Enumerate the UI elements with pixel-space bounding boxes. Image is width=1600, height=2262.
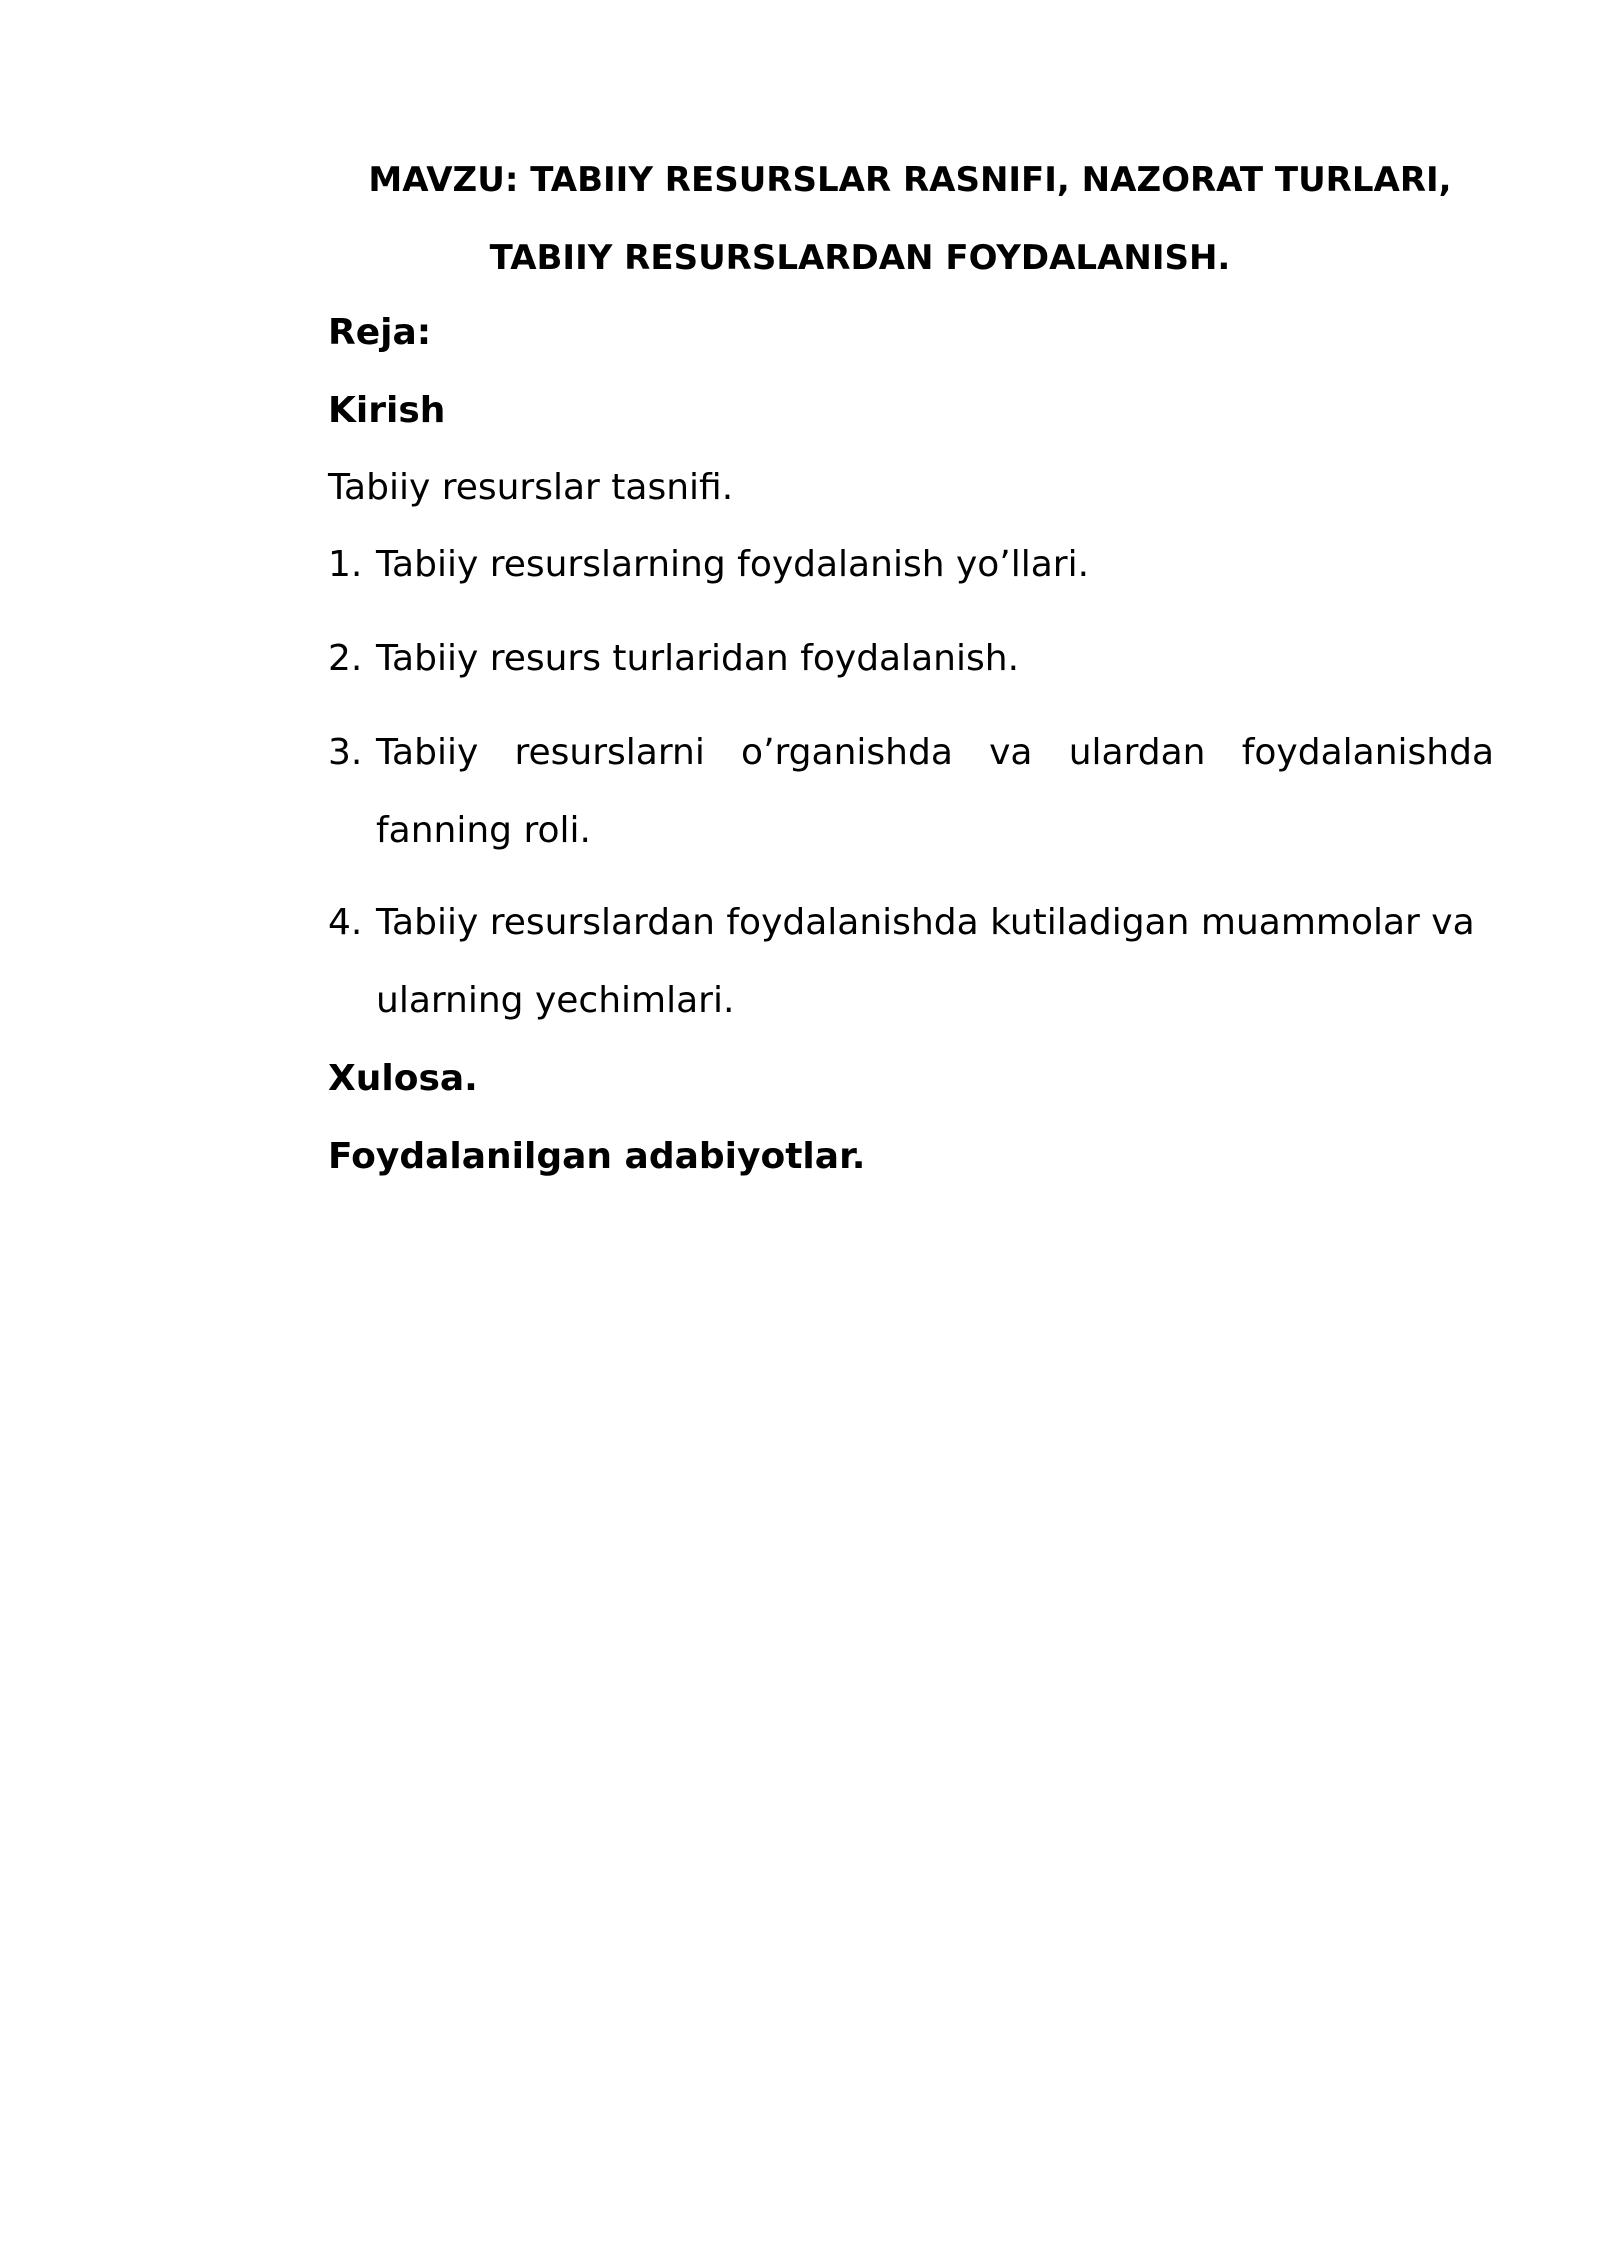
- page-title-line-2: TABIIY RESURSLARDAN FOYDALANISH.: [489, 238, 1231, 278]
- list-item-text: Tabiiy resurslarni o’rganishda va ulardan foydalanishda fanning roli.: [376, 732, 1494, 851]
- list-item-number: 3.: [328, 732, 363, 773]
- list-item: [328, 884, 1494, 1040]
- list-item: [328, 714, 1494, 870]
- list-item: [328, 620, 1494, 698]
- list-item-text: Tabiiy resurslarning foydalanish yo’llari.: [376, 544, 1090, 585]
- plan-label: Reja:: [328, 312, 432, 353]
- list-item-number: 1.: [328, 544, 363, 585]
- intro-heading: Kirish: [328, 390, 446, 431]
- list-item: [328, 526, 1494, 604]
- list-item-text: Tabiiy resurslardan foydalanishda kutiladigan muammolar va ularning yechimlari.: [376, 902, 1475, 1021]
- list-item-number: 2.: [328, 638, 363, 679]
- list-item-text: Tabiiy resurs turlaridan foydalanish.: [376, 638, 1020, 679]
- list-item-number: 4.: [328, 902, 363, 943]
- page-title-line-1: MAVZU: TABIIY RESURSLAR RASNIFI, NAZORAT TURLARI,: [368, 160, 1452, 200]
- conclusion-heading: Xulosa.: [328, 1058, 478, 1099]
- references-heading: Foydalanilgan adabiyotlar.: [328, 1136, 866, 1177]
- classification-line: Tabiiy resurslar tasnifi.: [328, 467, 734, 508]
